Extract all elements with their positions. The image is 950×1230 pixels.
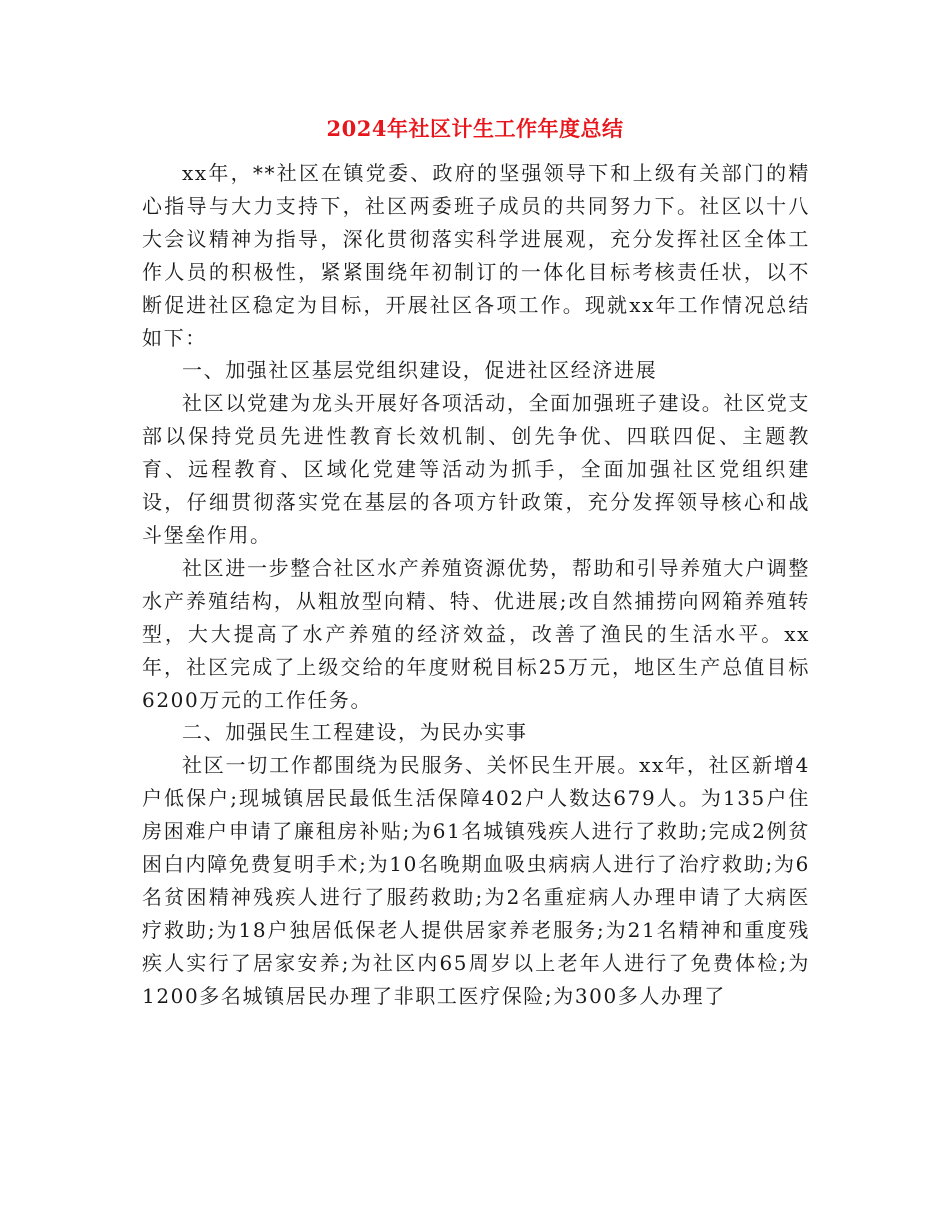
section-heading-1: 一、加强社区基层党组织建设，促进社区经济进展: [182, 358, 658, 383]
paragraph-aquaculture: 社区进一步整合社区水产养殖资源优势，帮助和引导养殖大户调整水产养殖结构，从粗放型向精、特、优进展;改自然捕捞向网箱养殖转型，大大提高了水产养殖的经济效益，改善了渔民的生活水平。xx年，社区完成了上级交给的年度财税目标25万元，地区生产总值目标6200万元的工作任务。: [142, 555, 810, 712]
document-body: [142, 157, 810, 1013]
section-heading-2: 二、加强民生工程建设，为民办实事: [182, 720, 528, 745]
paragraph-livelihood: 社区一切工作都围绕为民服务、关怀民生开展。xx年，社区新增4户低保户;现城镇居民最低生活保障402户人数达679人。为135户住房困难户申请了廉租房补贴;为61名城镇残疾人进行了救助;完成2例贫困白内障免费复明手术;为10名晚期血吸虫病病人进行了治疗救助;为6名贫困精神残疾人进行了服药救助;为2名重症病人办理申请了大病医疗救助;为18户独居低保老人提供居家养老服务;为21名精神和重度残疾人实行了居家安养;为社区内65周岁以上老年人进行了免费体检;为1200多名城镇居民办理了非职工医疗保险;为300多人办理了: [142, 753, 810, 1008]
paragraph-party-building: 社区以党建为龙头开展好各项活动，全面加强班子建设。社区党支部以保持党员先进性教育长效机制、创先争优、四联四促、主题教育、远程教育、区域化党建等活动为抓手，全面加强社区党组织建设，仔细贯彻落实党在基层的各项方针政策，充分发挥领导核心和战斗堡垒作用。: [142, 391, 810, 547]
paragraph-intro: xx年，**社区在镇党委、政府的坚强领导下和上级有关部门的精心指导与大力支持下，社区两委班子成员的共同努力下。社区以十八大会议精神为指导，深化贯彻落实科学进展观，充分发挥社区全体工作人员的积极性，紧紧围绕年初制订的一体化目标考核责任状，以不断促进社区稳定为目标，开展社区各项工作。现就xx年工作情况总结如下：: [142, 161, 810, 350]
document-title: 2024年社区计生工作年度总结: [326, 116, 624, 141]
